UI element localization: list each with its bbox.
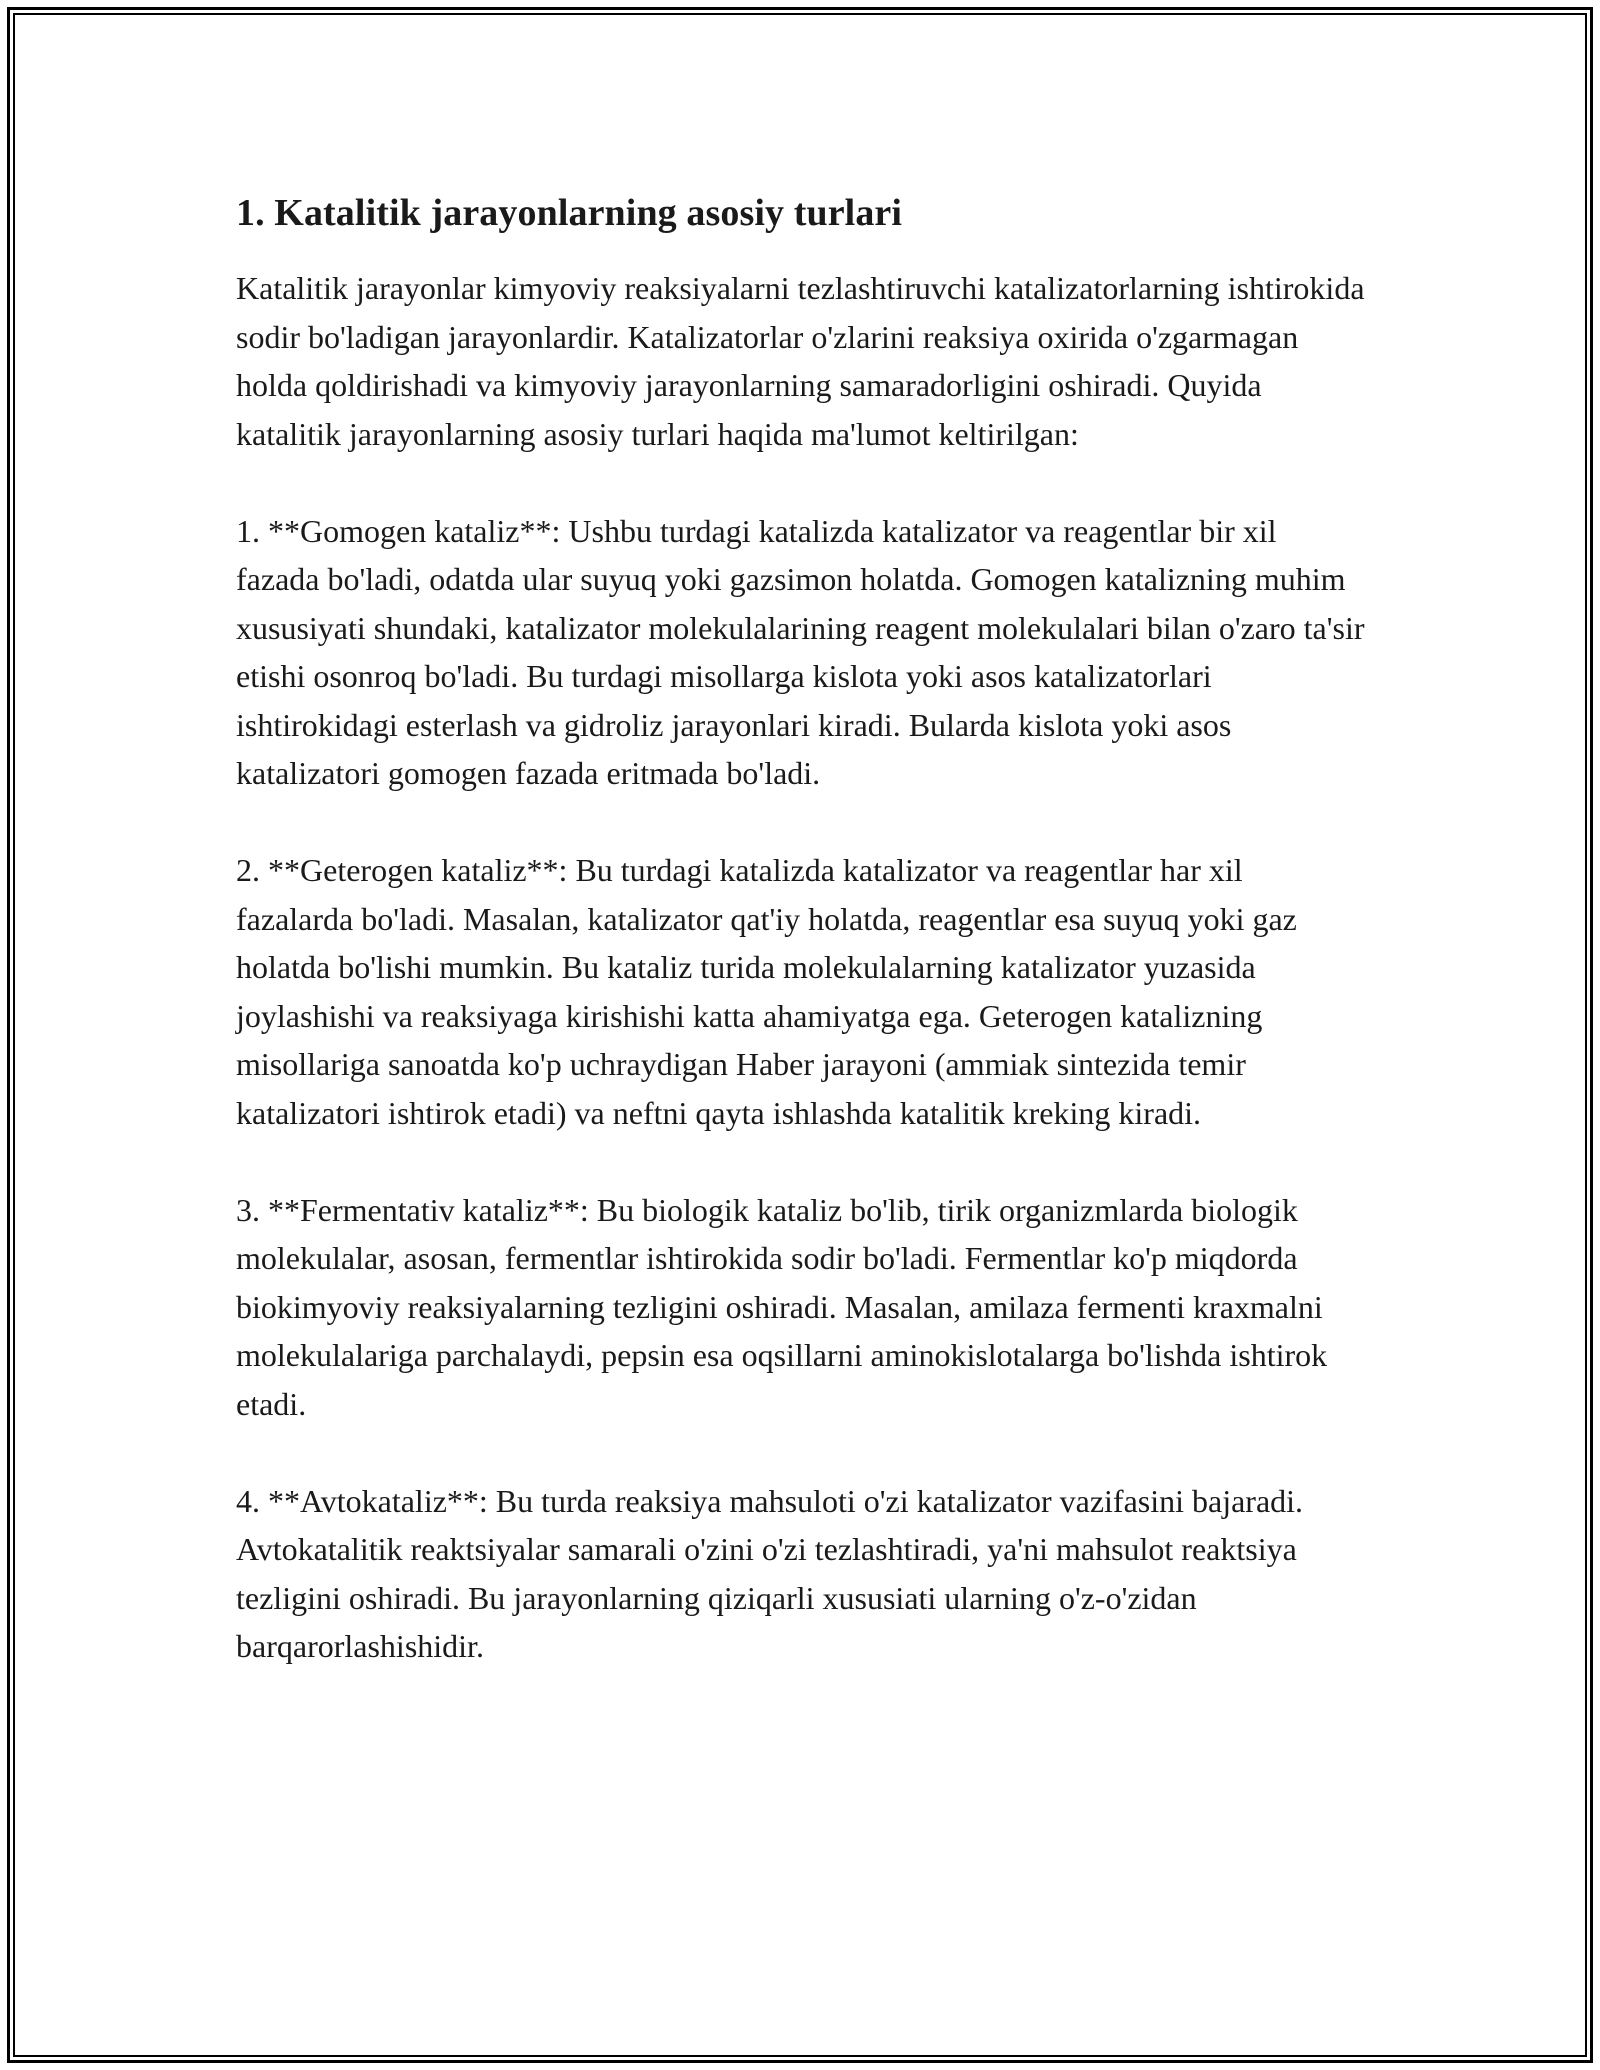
- paragraph-fermentativ-kataliz: 3. **Fermentativ kataliz**: Bu biologik kataliz bo'lib, tirik organizmlarda biologik molekulalar, asosan, fermentlar ishtirokida sodir bo'ladi. Fermentlar ko'p miqdorda biokimyoviy reaksiyalarning tezligini oshiradi. Masalan, amilaza fermenti kraxmalni molekulalariga parchalaydi, pepsin esa oqsillarni aminokislotalarga bo'lishda ishtirok etadi.: [236, 1191, 1328, 1422]
- document-body: [236, 186, 1366, 1671]
- paragraph-gomogen-kataliz: 1. **Gomogen kataliz**: Ushbu turdagi katalizda katalizator va reagentlar bir xil fazada bo'ladi, odatda ular suyuq yoki gazsimon holatda. Gomogen katalizning muhim xususiyati shundaki, katalizator molekulalarining reagent molekulalari bilan o'zaro ta'sir etishi osonroq bo'ladi. Bu turdagi misollarga kislota yoki asos katalizatorlari ishtirokidagi esterlash va gidroliz jarayonlari kiradi. Bularda kislota yoki asos katalizatori gomogen fazada eritmada bo'ladi.: [236, 512, 1365, 791]
- paragraph-avtokataliz: 4. **Avtokataliz**: Bu turda reaksiya mahsuloti o'zi katalizator vazifasini bajaradi. Avtokatalitik reaktsiyalar samarali o'zini o'zi tezlashtiradi, ya'ni mahsulot reaktsiya tezligini oshiradi. Bu jarayonlarning qiziqarli xususiati ularning o'z-o'zidan barqarorlashishidir.: [236, 1482, 1304, 1664]
- paragraph-geterogen-kataliz: 2. **Geterogen kataliz**: Bu turdagi katalizda katalizator va reagentlar har xil fazalarda bo'ladi. Masalan, katalizator qat'iy holatda, reagentlar esa suyuq yoki gaz holatda bo'lishi mumkin. Bu kataliz turida molekulalarning katalizator yuzasida joylashishi va reaksiyaga kirishishi katta ahamiyatga ega. Geterogen katalizning misollariga sanoatda ko'p uchraydigan Haber jarayoni (ammiak sintezida temir katalizatori ishtirok etadi) va neftni qayta ishlashda katalitik kreking kiradi.: [236, 852, 1297, 1131]
- section-title: 1. Katalitik jarayonlarning asosiy turlari: [236, 192, 903, 234]
- intro-paragraph: Katalitik jarayonlar kimyoviy reaksiyalarni tezlashtiruvchi katalizatorlarning ishtirokida sodir bo'ladigan jarayonlardir. Katalizatorlar o'zlarini reaksiya oxirida o'zgarmagan holda qoldirishadi va kimyoviy jarayonlarning samaradorligini oshiradi. Quyida katalitik jarayonlarning asosiy turlari haqida ma'lumot keltirilgan:: [236, 270, 1365, 452]
